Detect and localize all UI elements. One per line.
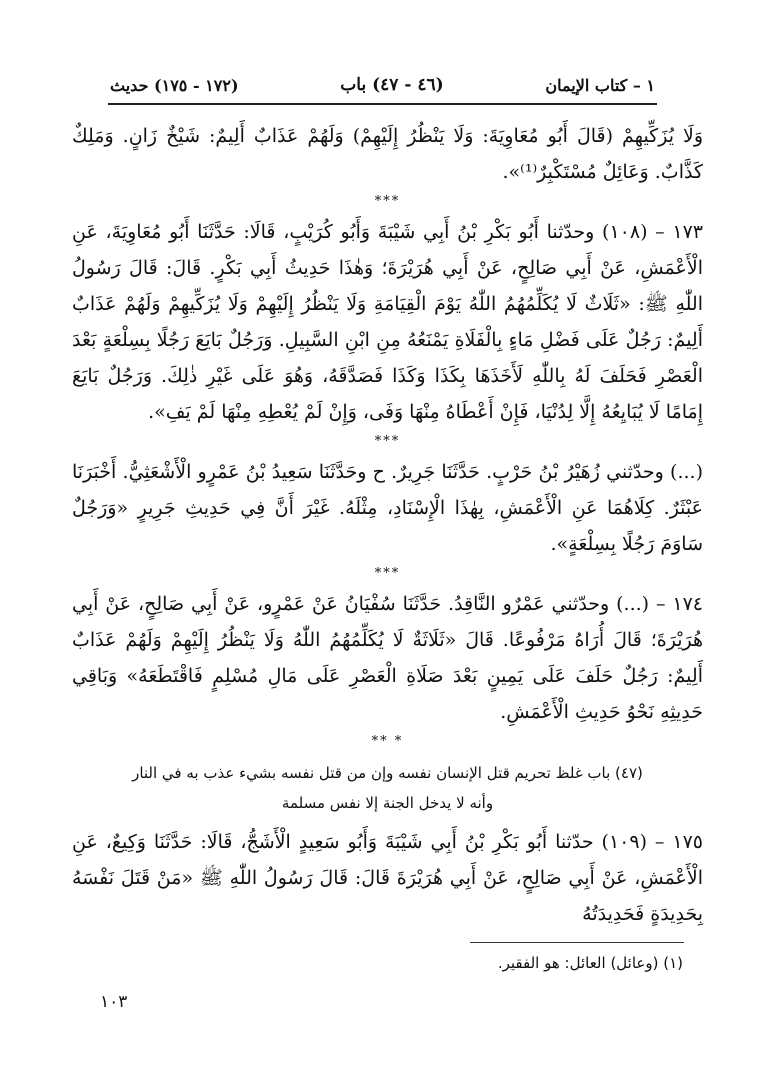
chapter-heading — [72, 758, 703, 818]
header-rule — [108, 103, 657, 105]
separator-stars: *** — [374, 566, 401, 581]
hadith-continuation: وَلَا يُزَكِّيهِمْ (قَالَ أَبُو مُعَاوِيَةَ: وَلَا يَنْظُرُ إِلَيْهِمْ) وَلَهُمْ عَذَابٌ أَلِيمٌ: شَيْخٌ زَانٍ. وَمَلِكٌ كَذَّابٌ. وَعَائِلٌ مُسْتَكْبِرٌ⁽¹⁾». — [72, 125, 703, 183]
chapter-heading-line1: (٤٧) باب غلظ تحريم قتل الإنسان نفسه وإن من قتل نفسه بشيء عذب به في النار — [132, 764, 643, 782]
chapter-heading-line2: وأنه لا يدخل الجنة إلا نفس مسلمة — [281, 794, 494, 812]
separator-stars: *** — [374, 434, 401, 449]
page-body — [72, 118, 703, 932]
footnote: (١) (وعائل) العائل: هو الفقير. — [497, 954, 683, 972]
hadith-175: ١٧٥ – (١٠٩) حدّثنا أَبُو بَكْرِ بْنُ أَبِي شَيْبَةَ وَأَبُو سَعِيدٍ الْأَشَجُّ، قَالَا: حَدَّثَنَا وَكِيعٌ، عَنِ الْأَعْمَشِ، عَنْ أَبِي صَالِحٍ، عَنْ أَبِي هُرَيْرَةَ قَالَ: قَالَ رَسُولُ اللّٰهِ ﷺ «مَنْ قَتَلَ نَفْسَهُ بِحَدِيدَةٍ فَحَدِيدَتُهُ — [72, 831, 703, 925]
page-number: ١٠٣ — [100, 992, 128, 1012]
footnote-rule — [470, 942, 684, 943]
header-chapter-range: (٤٦ - ٤٧) باب — [340, 75, 444, 95]
hadith-173: ١٧٣ – (١٠٨) وحدّثنا أَبُو بَكْرِ بْنُ أَبِي شَيْبَةَ وَأَبُو كُرَيْبٍ، قَالَا: حَدَّثَنَا أَبُو مُعَاوِيَةَ، عَنِ الْأَعْمَشِ، عَنْ أَبِي صَالِحٍ، عَنْ أَبِي هُرَيْرَةَ؛ وَهٰذَا حَدِيثُ أَبِي بَكْرٍ. قَالَ: قَالَ رَسُولُ اللّٰهِ ﷺ: «ثَلَاثٌ لَا يُكَلِّمُهُمُ اللّٰهُ يَوْمَ الْقِيَامَةِ وَلَا يَنْظُرُ إِلَيْهِمْ وَلَا يُزَكِّيهِمْ وَلَهُمْ عَذَابٌ أَلِيمٌ: رَجُلٌ عَلَى فَضْلِ مَاءٍ بِالْفَلَاةِ يَمْنَعُهُ مِنِ ابْنِ السَّبِيلِ. وَرَجُلٌ بَايَعَ رَجُلًا بِسِلْعَةٍ بَعْدَ الْعَصْرِ فَحَلَفَ لَهُ بِاللّٰهِ لَأَخَذَهَا بِكَذَا وَكَذَا فَصَدَّقَهُ، وَهُوَ عَلَى غَيْرِ ذٰلِكَ. وَرَجُلٌ بَايَعَ إِمَامًا لَا يُبَايِعُهُ إِلَّا لِدُنْيَا، فَإِنْ أَعْطَاهُ مِنْهَا وَفَى، وَإِنْ لَمْ يُعْطِهِ مِنْهَا لَمْ يَفِ». — [72, 221, 703, 423]
separator-stars: *** — [374, 194, 401, 209]
running-header — [110, 70, 655, 100]
hadith-174: ١٧٤ – (...) وحدّثني عَمْرٌو النَّاقِدُ. حَدَّثَنَا سُفْيَانُ عَنْ عَمْرٍو، عَنْ أَبِي صَالِحٍ، عَنْ أَبِي هُرَيْرَةَ؛ قَالَ أُرَاهُ مَرْفُوعًا. قَالَ «ثَلَاثَةٌ لَا يُكَلِّمُهُمُ اللّٰهُ وَلَا يَنْظُرُ إِلَيْهِمْ وَلَهُمْ عَذَابٌ أَلِيمٌ: رَجُلٌ حَلَفَ عَلَى يَمِينٍ بَعْدَ صَلَاةِ الْعَصْرِ عَلَى مَالِ مُسْلِمٍ فَاقْتَطَعَهُ» وَبَاقِي حَدِيثِهِ نَحْوُ حَدِيثِ الْأَعْمَشِ. — [72, 593, 703, 723]
hadith-173-chain: (...) وحدّثني زُهَيْرُ بْنُ حَرْبٍ. حَدَّثَنَا جَرِيرٌ. ح وحَدَّثَنَا سَعِيدُ بْنُ عَمْرٍو الْأَشْعَثِيُّ. أَخْبَرَنَا عَبْثَرٌ. كِلَاهُمَا عَنِ الْأَعْمَشِ، بِهٰذَا الْإِسْنَادِ، مِثْلَهُ. غَيْرَ أَنَّ فِي حَدِيثِ جَرِيرٍ «وَرَجُلٌ سَاوَمَ رَجُلًا بِسِلْعَةٍ». — [72, 461, 703, 555]
header-book-title: ١ – كتاب الإيمان — [545, 75, 655, 95]
separator-stars: * ** — [371, 734, 404, 749]
header-hadith-range: (١٧٢ - ١٧٥) حديث — [110, 75, 239, 95]
